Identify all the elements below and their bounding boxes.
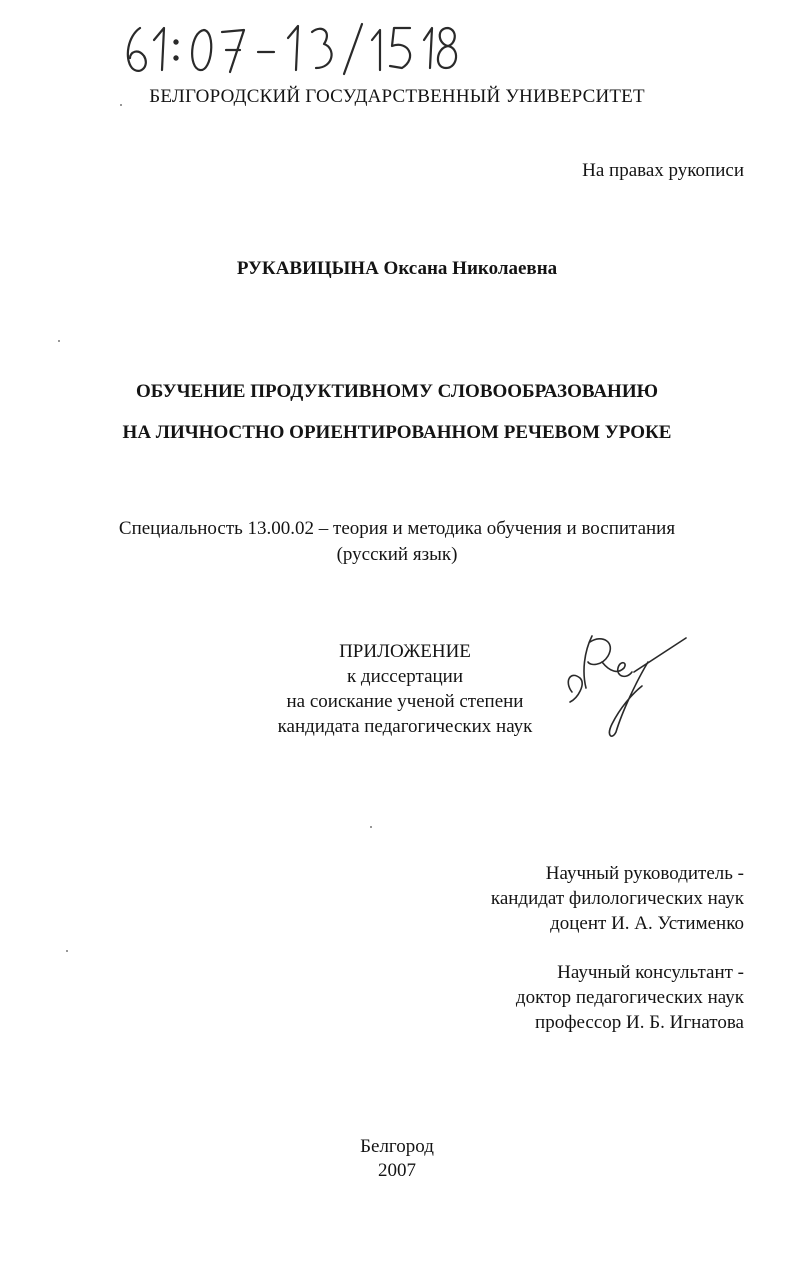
- dissertation-title-line-1: ОБУЧЕНИЕ ПРОДУКТИВНОМУ СЛОВООБРАЗОВАНИЮ: [135, 381, 658, 402]
- scan-speck: [66, 950, 68, 952]
- scan-speck: [120, 104, 122, 106]
- handwritten-catalog-number: [118, 18, 458, 80]
- manuscript-rights-note: На правах рукописи: [582, 160, 744, 181]
- scan-speck: [58, 340, 60, 342]
- city: Белгород: [360, 1136, 434, 1157]
- author-name: РУКАВИЦЫНА Оксана Николаевна: [236, 258, 558, 279]
- appendix-heading: ПРИЛОЖЕНИЕ: [339, 641, 471, 662]
- scan-speck: [370, 826, 372, 828]
- appendix-line-2: к диссертации: [346, 666, 464, 687]
- consultant-role: Научный консультант -: [557, 962, 744, 983]
- appendix-line-3: на соискание ученой степени: [286, 691, 524, 712]
- specialty-line-1: Специальность 13.00.02 – теория и методика обучения и воспитания: [118, 518, 676, 539]
- appendix-line-4: кандидата педагогических наук: [277, 716, 533, 737]
- advisor-name: доцент И. А. Устименко: [550, 913, 744, 934]
- signature: [562, 632, 692, 742]
- advisor-degree: кандидат филологических наук: [490, 888, 744, 909]
- consultant-name: профессор И. Б. Игнатова: [535, 1012, 744, 1033]
- specialty-line-2: (русский язык): [336, 544, 458, 565]
- university-name: БЕЛГОРОДСКИЙ ГОСУДАРСТВЕННЫЙ УНИВЕРСИТЕТ: [149, 86, 645, 107]
- dissertation-title-line-2: НА ЛИЧНОСТНО ОРИЕНТИРОВАННОМ РЕЧЕВОМ УРОКЕ: [122, 422, 672, 443]
- advisor-role: Научный руководитель -: [545, 863, 744, 884]
- year: 2007: [378, 1160, 416, 1181]
- consultant-degree: доктор педагогических наук: [515, 987, 744, 1008]
